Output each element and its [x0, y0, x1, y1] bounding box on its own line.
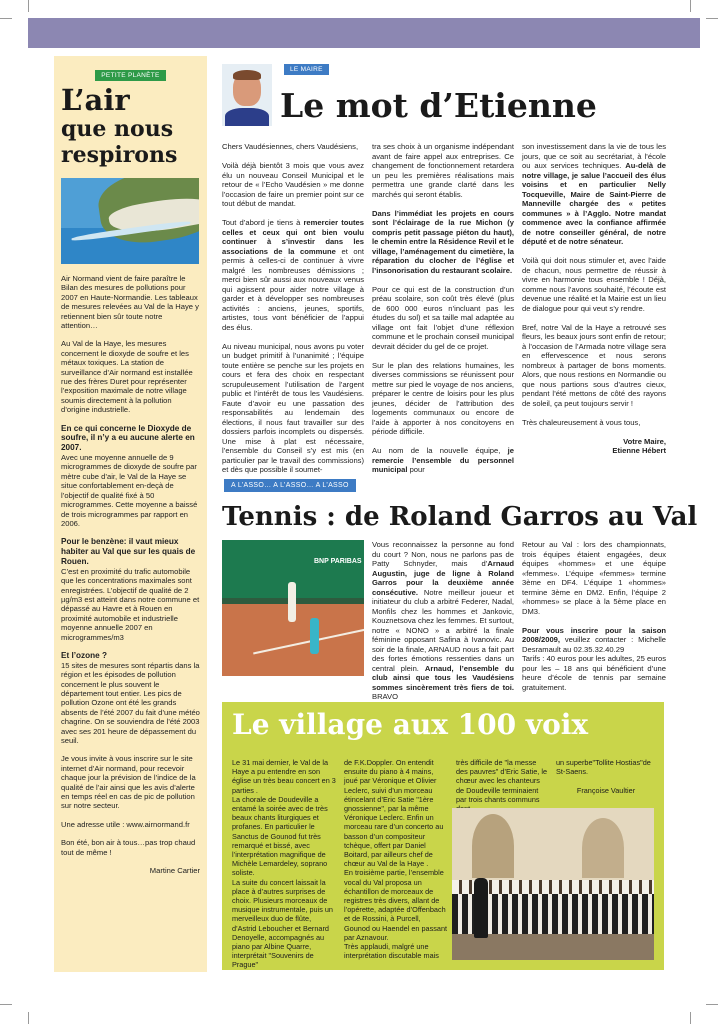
mayor-paragraph: tra ses choix à un organisme indépendant avant de faire appel aux entreprises. Ce changement de fonctionnement retardera un peu les premières réalisations mais permettra une grande clarté dans les marchés qui seront établis.: [372, 142, 514, 199]
air-subheading: Et l’ozone ?: [61, 650, 107, 660]
crop-mark: [690, 0, 691, 12]
air-title-line-3: respirons: [61, 142, 178, 168]
air-subheading: Pour le benzène: il vaut mieux habiter au Val que sur les quais de Rouen.: [61, 537, 196, 566]
mayor-paragraph: Au niveau municipal, nous avons pu voter un budget primitif à l’unanimité ; l’équipe toute entière se penche sur les projets en cours et fera des choix en respectant scrupuleusement l’utilisation de l’argent public et l’intérêt de tous les Vaudésiens. Faute d’avoir eu une passation des responsabilités au lendemain des élections, il nous faut travailler sur des dossiers parfois incomplets ou dispersés. Une mise à plat est nécessaire, l’ensemble du Conseil s’y est mis (en particulier par le travail des commissions) et dès que possible il soumet-: [222, 341, 364, 474]
village-column-1: Le 31 mai dernier, le Val de la Haye a pu entendre en son église un très beau concert en 3 parties . La chorale de Doudeville a entamé la soirée avec de très beaux chants liturgiques et profanes. En particulier le Sanctus de Gounod fut très remarqué et bissé, avec l’interprétation magnifique de Michèle Lemardeley, soprano soliste. La suite du concert laissait la place à d’autres surprises de choix. Plusieurs morceaux de musique instrumentale, puis un merveilleux duo de flûte, d’Astrid Leboucher et Bernard Denoyelle, accompagnés au piano par Albine Quarre, interprétait "Souvenirs de Prague": [232, 758, 336, 970]
cliff-coast-photo: [61, 178, 199, 264]
air-sidebar: [54, 56, 207, 972]
crop-mark: [0, 18, 12, 19]
mayor-paragraph: Tout d’abord je tiens à remercier toutes celles et ceux qui ont bien voulu continuer à s’investir dans les associations de la commune et ont permis à celles-ci de continuer à vivre malgré les nombreuses démissions ; merci bien sûr aussi aux nouveaux venus qui agissent pour aider notre village à garder et à développer ses nombreuses activités : anciens, jeunes, sportifs, artistes, tous vont bénéficier de l’appui des élus.: [222, 218, 364, 332]
tennis-court-photo: [222, 540, 364, 676]
crop-mark: [706, 1004, 718, 1005]
air-paragraph: Bon été, bon air à tous…pas trop chaud tout de même !: [61, 838, 196, 857]
village-column-4: un superbe"Tollite Hostias"de St-Saens.: [556, 758, 651, 777]
mayor-paragraph: Très chaleureusement à vous tous,: [522, 417, 641, 427]
air-paragraph: C’est en proximité du trafic automobile que les concentrations maximales sont enregistrées. L’objectif de qualité de 2 µg/m3 est atteint dans notre commune et dépassé au Havre et à Rouen en proximité automobile et industrielle moyenne annuelle 2007 en microgrammes/m3: [61, 566, 200, 642]
header-band: [28, 18, 700, 48]
mayor-column-1: [222, 142, 364, 484]
tennis-paragraph: Retour au Val : lors des championnats, trois équipes étaient engagées, deux équipes «hommes» et une équipe «femmes». L’équipe «femmes» termine 3ème en DF4. L’équipe 1 «hommes» termine 3ème en DM2. Enfin, l’équipe 2 «hommes» se place à la 5ème place en DM3.: [522, 540, 666, 616]
air-subheading: En ce qui concerne le Dioxyde de soufre, il n’y a eu aucune alerte en 2007.: [61, 423, 195, 453]
air-web-address: Une adresse utile : www.airnormand.fr: [61, 819, 190, 829]
air-paragraph: Air Normand vient de faire paraître le Bilan des mesures de pollutions pour 2007 en Haute-Normandie. Les tableaux de mesures relevées au Val de la Haye y retiennent bien sûr toute notre attention…: [61, 274, 199, 331]
mayor-article-title: Le mot d’Etienne: [280, 86, 597, 125]
tennis-article-title: Tennis : de Roland Garros au Val: [222, 502, 698, 532]
village-column-3: très difficile de "la messe des pauvres" d’Eric Satie, le chœur avec les chanteurs de Doudeville terminaient par trois chants communs: [456, 758, 548, 804]
mayor-paragraph: Voilà qui doit nous stimuler et, avec l’aide de chacun, nous permettre de réussir à vivre en harmonie tous ensemble ! Déjà, comme nous l’avons souhaité, l’écoute est devenue une réalité et la Mairie est un lieu de dialogue pour qui veut s’y rendre.: [522, 256, 666, 313]
section-tag-petite-planete: PETITE PLANÈTE: [95, 70, 165, 81]
photo-sponsor-text: BNP PARIBAS: [314, 558, 362, 565]
village-signature: Françoise Vaultier: [576, 786, 636, 795]
air-paragraph: Je vous invite à vous inscrire sur le site internet d’Air normand, pour recevoir chaque jour la prévision de l’indice de la qualité de l’air ainsi que les avis d’alerte en temps réel en cas de pic de pollution sur notre secteur.: [61, 754, 196, 811]
mayor-signature-name: Etienne Hébert: [612, 446, 666, 455]
tennis-paragraph: Pour vous inscrire pour la saison 2008/2009, veuillez contacter : Michelle Desramault au 02.35.32.40.29: [522, 625, 666, 654]
crop-mark: [690, 1012, 691, 1024]
crop-mark: [0, 1004, 12, 1005]
mayor-paragraph: son investissement dans la vie de tous les jours, que ce soit au secrétariat, à l’école ou aux services techniques. Au-delà de notre village, je salue l’accueil des élus voisins et en particulier Nelly Tocqueville, Maire de Saint-Pierre de Manneville chargée des « petites communes » à l’Agglo. Notre mandat commence avec la confiance affirmée de notre conseiller général, de notre député et de notre sénateur.: [522, 142, 666, 246]
mayor-paragraph: Sur le plan des relations humaines, les diverses commissions se réunissent pour mettre sur pied le voyage de nos anciens, préparer le centre de loisirs pour les plus jeunes, décider de l’attribution des logements communaux ou encore de l’aide à apporter à nos concitoyens en période difficile.: [372, 360, 514, 436]
mayor-paragraph: Bref, notre Val de la Haye a retrouvé ses fleurs, les beaux jours sont enfin de retour; à l’occasion de l’Armada notre village sera en effervescence et nous serons nombreux à partager de bons moments. Alors, que nous restions en Normandie ou que nous partions sous d’autres cieux, pendant l’été mettons de côté des rayons de soleil, ça peut toujours servir !: [522, 322, 666, 408]
air-paragraph: Avec une moyenne annuelle de 9 microgrammes de dioxyde de soufre par mètre cube d’air, le Val de la Haye se situe confortablement en-deçà de l’objectif de qualité fixé à 50 microgrammes. Cette moyenne a baissé de trois microgrammes par rapport en 2006.: [61, 453, 198, 528]
mayor-paragraph: Voilà déjà bientôt 3 mois que vous avez élu un nouveau Conseil Municipal et le retour de « l’Echo Vaudésien » me donne l’occasion de faire un premier point sur ce tout début de mandat.: [222, 161, 364, 208]
tennis-column-2: [522, 540, 666, 702]
mayor-paragraph: Dans l’immédiat les projets en cours sont l’éclairage de la rue Michon (y compris petit passage piéton du haut), le chemin entre la Résidence Revil et le village, l’aménagement du cimetière, la réparation du clocher de l’église et l’insonorisation du restaurant scolaire.: [372, 208, 514, 275]
mayor-paragraph: Chers Vaudésiennes, chers Vaudésiens,: [222, 142, 359, 151]
air-paragraph: 15 sites de mesures sont répartis dans la région et les épisodes de pollution concernent le plus souvent le département tout entier. Les pics de pollution Ozone ont été les grands absents de l’été 2007 du fait d’une météo chagrine. On se souviendra de l’été 2003 avec ses 201 heure de dépassement du seuil.: [61, 660, 200, 746]
tennis-paragraph: Tarifs : 40 euros pour les adultes, 25 euros pour les – 18 ans qui bénéficient d’une heure d’école de tennis par semaine gratuitement.: [522, 654, 666, 692]
mayor-column-3: [522, 142, 666, 456]
mayor-paragraph: Au nom de la nouvelle équipe, je remercie l’ensemble du personnel municipal pour: [372, 446, 514, 474]
tennis-column-1: [372, 540, 514, 711]
air-title-line-1: L’air: [61, 83, 130, 117]
village-article-title: Le village aux 100 voix: [232, 708, 589, 741]
mayor-signature-role: Votre Maire,: [623, 436, 666, 446]
crop-mark: [28, 1012, 29, 1024]
mayor-column-2: [372, 142, 514, 484]
section-tag-asso: A L’ASSO… A L’ASSO… A L’ASSO: [224, 479, 356, 492]
section-tag-le-maire: LE MAIRE: [284, 64, 329, 75]
crop-mark: [706, 18, 718, 19]
mayor-paragraph: Pour ce qui est de la construction d’un préau scolaire, son coût très élevé (plus de 600 000 euros n’incluant pas les études du sol) et sa taille mal adaptée au village ont fait l’objet d’une réflexion commune et le prochain conseil municipal devrait décider du gel de ce projet.: [372, 284, 514, 351]
village-column-2: de F.K.Doppler. On entendit ensuite du piano à 4 mains, joué par Véronique et Olivier Leclerc, suivi d’un morceau étincelant d’Eric Satie "1ère gnossienne", par la même Véronique Leclerc. Enfin un morceau rare d’un concerto au basson d’un compositeur tchèque, offert par Daniel Boitard, par ailleurs chef de chœur au Val de la Haye . En troisième partie, l’ensemble vocal du Val proposa un échantillon de morceaux de registres très divers, allant de l’opérette, adaptée d’Offenbach et de Rossini, à Purcell, Gounod ou Haendel en passant par Aznavour. Très applaudi, malgré une interprétation discutable mais: [344, 758, 448, 961]
air-signature: Martine Cartier: [149, 866, 200, 876]
choir-concert-photo: [452, 808, 654, 960]
air-title-line-2: que nous: [61, 116, 174, 142]
tennis-paragraph: Vous reconnaissez la personne au fond du court ? Non, nous ne parlons pas de Patty Schnyder, mais d’Arnaud Augustin, juge de ligne à Roland Garros pour la deuxième année consécutive. Notre meilleur joueur et initiateur du club a arbitré Federer, Nadal, Monfils chez les hommes et Jankovic, Kouznetsova chez les femmes. Et surtout, notre « NONO » a arbitré la finale féminine opposant Safina à Ivanovic. Au soir de la finale, ARNAUD nous a fait part des fortes émotions ressenties dans un central plein. Arnaud, l’ensemble du club ainsi que tous les Vaudésiens sommes sincèrement très fiers de toi. BRAVO: [372, 540, 515, 701]
air-paragraph: Au Val de la Haye, les mesures concernent le dioxyde de soufre et les métaux toxiques. La station de surveillance d’Air normand est installée rue des frères Duret pour représenter l’exposition maximale de notre village soumis directement à la pollution d’origine industrielle.: [61, 339, 193, 415]
crop-mark: [28, 0, 29, 12]
mayor-portrait: [222, 64, 272, 126]
